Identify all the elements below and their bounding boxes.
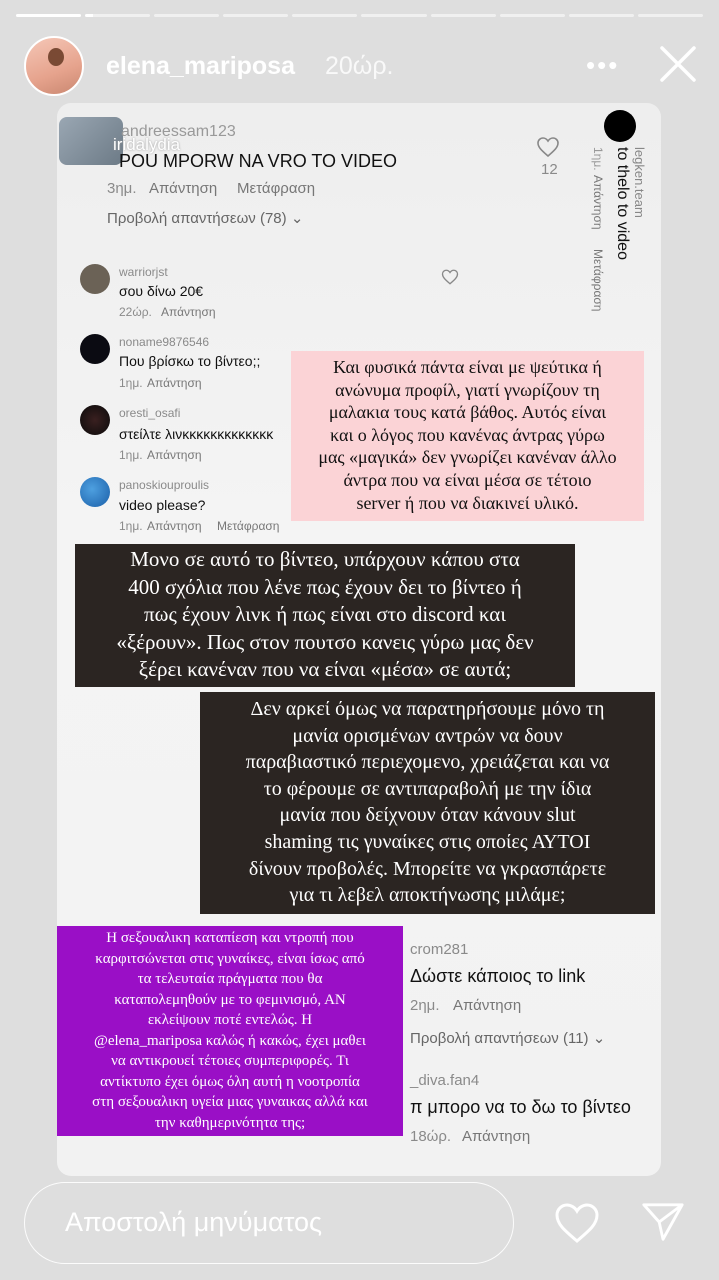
send-icon[interactable] [640,1199,686,1245]
like-count: 12 [541,161,558,178]
story-progress [16,14,703,18]
side-translate-button[interactable]: Μετάφραση [591,249,605,312]
view-replies-button[interactable] [410,1029,605,1047]
text-line: «ξέρουν». Πως στον πουτσο κανεις γύρω μας δεν [116,629,534,654]
story-text-box-dark [75,544,575,687]
translate-button[interactable]: Μετάφραση [217,519,280,533]
progress-segment [85,14,150,17]
side-comment [579,147,647,377]
progress-segment [16,14,81,17]
text-line: Μονο σε αυτό το βίντεο, υπάρχουν κάπου στα [130,547,520,571]
comment-text: Δώστε κάποιος το link [410,966,586,986]
story-text-box-pink [291,351,644,521]
reply-username: panoskiouproulis [119,478,210,492]
story-header [20,36,699,98]
side-reply-button[interactable]: Απάντηση [591,175,605,230]
side-comment-time: 1ημ. [591,147,605,171]
reply-avatar [80,334,110,364]
progress-segment [361,14,426,17]
text-line: καταπολεμηθούν με το φεμινισμό, ΑΝ [114,991,346,1008]
overlay-username: iridalydia [113,135,181,154]
text-line: δίνουν προβολές. Μπορείτε να γκρασπάρετε [248,857,607,880]
side-comment-avatar [604,110,636,142]
reply-text: video please? [119,497,206,513]
progress-segment [223,14,288,17]
text-line: Η σεξουαλικη καταπίεση και ντροπή που [106,930,354,946]
text-line: ξέρει κανέναν που να είναι «μέσα» σε αυτά; [138,657,512,682]
view-replies-button[interactable] [107,209,303,227]
text-line: server ή που να διακινεί υλικό. [356,492,579,513]
reply-avatar [80,264,110,294]
text-line: μανία που δείχνουν όταν κάνουν slut [279,804,576,827]
view-replies-label: Προβολή απαντήσεων (78) [107,210,287,227]
reply-text: Που βρίσκω το βίντεο;; [119,353,261,369]
text-line: παραβιαστικό περιεχομενο, χρειάζεται και να [245,751,610,774]
reply-username: warriorjst [119,265,168,279]
text-line: μανία ορισμένων αντρών να δουν [292,724,563,747]
progress-segment [154,14,219,17]
text-line: ανώνυμα προφίλ, γιατί γνωρίζουν τη [335,379,600,400]
reply-time: 22ώρ. [119,305,152,319]
text-line: για τι λεβελ αποκτήνωσης μιλάμε; [289,884,566,907]
reply-button[interactable]: Απάντηση [149,180,218,197]
progress-segment [569,14,634,17]
text-line: Δεν αρκεί όμως να παρατηρήσουμε μόνο τη [250,698,605,720]
more-icon[interactable]: ••• [586,50,620,80]
story-text-box-dark [200,692,655,914]
progress-segment [500,14,565,17]
reply-username: noname9876546 [119,335,210,349]
heart-icon[interactable] [441,268,459,286]
text-line: το φέρουμε σε αντιπαραβολή με την ίδια [263,777,592,800]
heart-icon[interactable] [553,1199,601,1247]
avatar[interactable] [24,36,84,96]
message-input[interactable] [24,1182,514,1264]
reply-time: 1ημ. [119,519,143,533]
reply-time: 1ημ. [119,448,143,462]
close-icon[interactable] [656,42,700,86]
comment-time: 3ημ. [107,180,137,197]
reply-button[interactable]: Απάντηση [147,448,202,462]
reply-button[interactable]: Απάντηση [147,376,202,390]
text-line: πως έχουν λινκ ή πως είναι στο discord και [144,602,506,627]
message-placeholder: Αποστολή μηνύματος [65,1207,323,1237]
view-replies-label: Προβολή απαντήσεων (11) [410,1030,589,1047]
comment-username: crom281 [410,941,469,958]
reply-button[interactable]: Απάντηση [147,519,202,533]
text-line: μαλακια τους κατά βάθος. Αυτός είναι [328,402,607,423]
progress-segment [638,14,703,17]
text-line: καρφιτσώνεται στις γυναίκες, είναι ίσως από [95,950,365,967]
text-line: εκλείψουν ποτέ εντελώς. Η [147,1012,313,1028]
text-line: και ο λόγος που κανένας άντρας γύρω [330,424,605,445]
story-time: 20ώρ. [325,52,394,80]
chevron-down-icon: ⌄ [290,210,304,227]
reply-text: σου δίνω 20€ [119,283,204,299]
heart-icon[interactable] [536,135,560,159]
text-line: 400 σχόλια που λένε πως έχουν δει το βίντεο ή [128,574,522,599]
text-line: @elena_mariposa καλώς ή κακώς, έχει μαθει [94,1032,366,1049]
comment-time: 18ώρ. [410,1128,452,1145]
text-line: μας «μαγικά» δεν γνωρίζει κανέναν άλλο [318,447,617,468]
reply-button[interactable]: Απάντηση [453,997,522,1014]
side-comment-username: legken.team [632,147,647,218]
comment-username: _diva.fan4 [410,1072,480,1089]
text-line: τα τελευταία πράγματα που θα [137,971,323,987]
reply-button[interactable]: Απάντηση [161,305,216,319]
story-username[interactable]: elena_mariposa [106,52,295,80]
comment-text: POU MPORW NA VRO TO VIDEO [119,151,398,171]
progress-segment [431,14,496,17]
translate-button[interactable]: Μετάφραση [237,180,316,197]
chevron-down-icon: ⌄ [592,1030,606,1047]
text-line: shaming τις γυναίκες στις οποίες ΑΥΤΟΙ [264,830,591,853]
reply-text: στείλτε λινκκκκκκκκκκκκκ [119,426,274,442]
text-line: στη σεξουαλικη υγεία μιας γυναικας αλλά και [92,1094,368,1110]
text-line: να αντικρουεί τέτοιες συμπεριφορές. Τι [111,1053,349,1069]
comment-time: 2ημ. [410,997,440,1014]
comment-username: andreessam123 [121,123,236,140]
text-line: Και φυσικά πάντα είναι με ψεύτικα ή [333,357,602,377]
text-line: αντίκτυπο έχει όμως όλη αυτή η νοοτροπία [100,1073,360,1090]
text-line: άντρα που να είναι μέσα σε τέτοιο [343,469,592,490]
side-comment-text: to thelo to video [614,147,631,260]
story-text-box-purple [57,926,403,1136]
reply-button[interactable]: Απάντηση [462,1128,531,1145]
reply-time: 1ημ. [119,376,143,390]
reply-avatar [80,405,110,435]
comment-text: π μπορο να το δω το βίντεο [410,1097,631,1117]
progress-segment [292,14,357,17]
text-line: την καθημερινότητα της; [154,1114,306,1131]
reply-username: oresti_osafi [119,406,181,420]
reply-avatar [80,477,110,507]
